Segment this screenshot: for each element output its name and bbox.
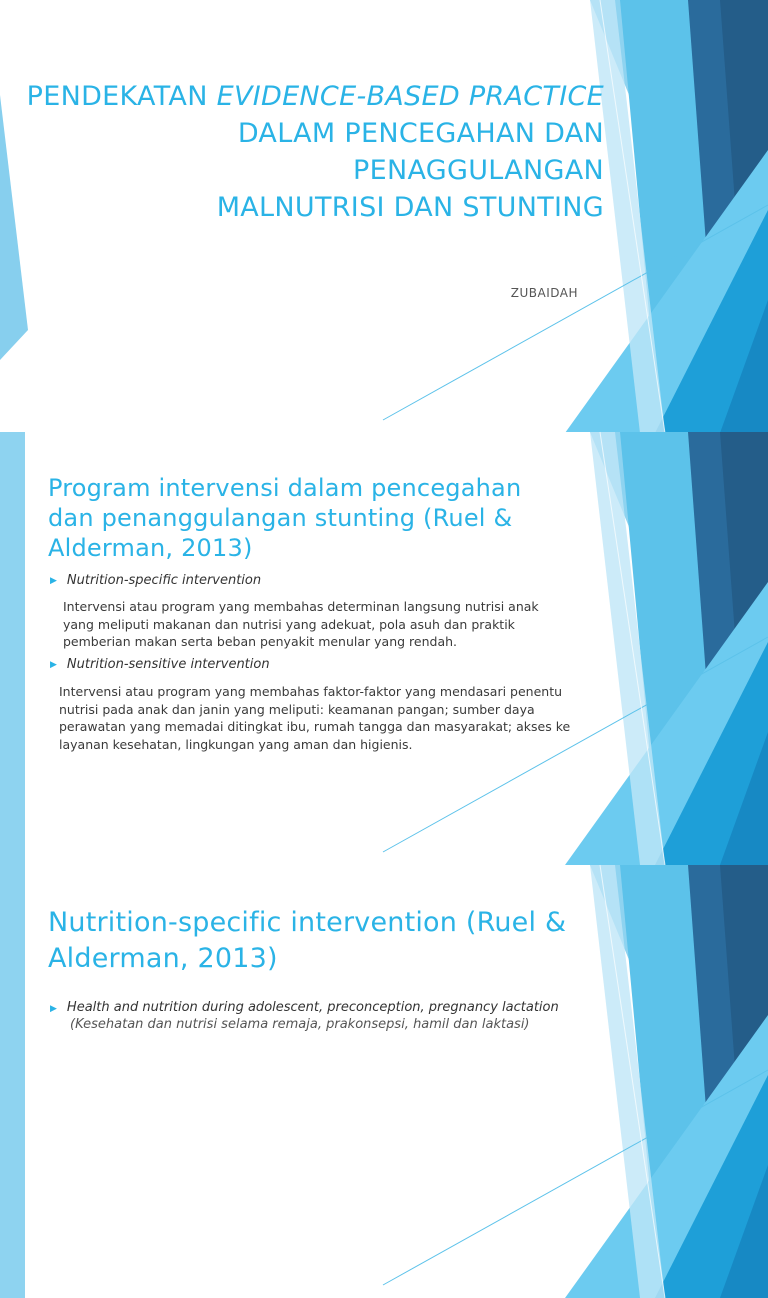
bullet-triangle-icon: ▶ — [50, 575, 57, 586]
bullet-description: Intervensi atau program yang membahas determinan langsung nutrisi anak yang meliputi makanan dan nutrisi yang adekuat, pola asuh dan praktik pemberian makan serta beban penyakit menular yang rendah. — [63, 599, 539, 649]
bullet-item: ▶ Nutrition-specific intervention — [50, 573, 262, 588]
bullet-triangle-icon: ▶ — [50, 659, 57, 670]
slide-heading: Nutrition-specific intervention (Ruel & Alderman, 2013) — [48, 907, 567, 974]
bullet-triangle-icon: ▶ — [50, 1004, 57, 1014]
bullet-item: ▶ Nutrition-sensitive intervention — [50, 657, 270, 672]
author-name: ZUBAIDAH — [510, 286, 578, 300]
presentation-title: PENDEKATAN EVIDENCE-BASED PRACTICE DALAM PENCEGAHAN DAN PENAGGULANGAN MALNUTRISI DAN STUNTING — [26, 81, 604, 223]
title-slide — [0, 0, 768, 432]
content-slide-specific — [0, 865, 768, 1032]
content-slide-program — [0, 432, 768, 865]
bullet-subtext: (Kesehatan dan nutrisi selama remaja, prakonsepsi, hamil dan laktasi) — [70, 1017, 530, 1032]
slide-heading: Program intervensi dalam pencegahan dan penanggulangan stunting (Ruel & Alderman, 2013) — [48, 474, 522, 562]
bullet-item: ▶ Health and nutrition during adolescent, preconception, pregnancy lactation — [50, 1000, 559, 1015]
bullet-description: Intervensi atau program yang membahas faktor-faktor yang mendasari penentu nutrisi pada anak dan janin yang meliputi: keamanan pangan; sumber daya perawatan yang memadai ditingkat ibu, rumah tangga dan masyarakat; akses ke layanan kesehatan, lingkungan yang aman dan higienis. — [59, 684, 571, 752]
